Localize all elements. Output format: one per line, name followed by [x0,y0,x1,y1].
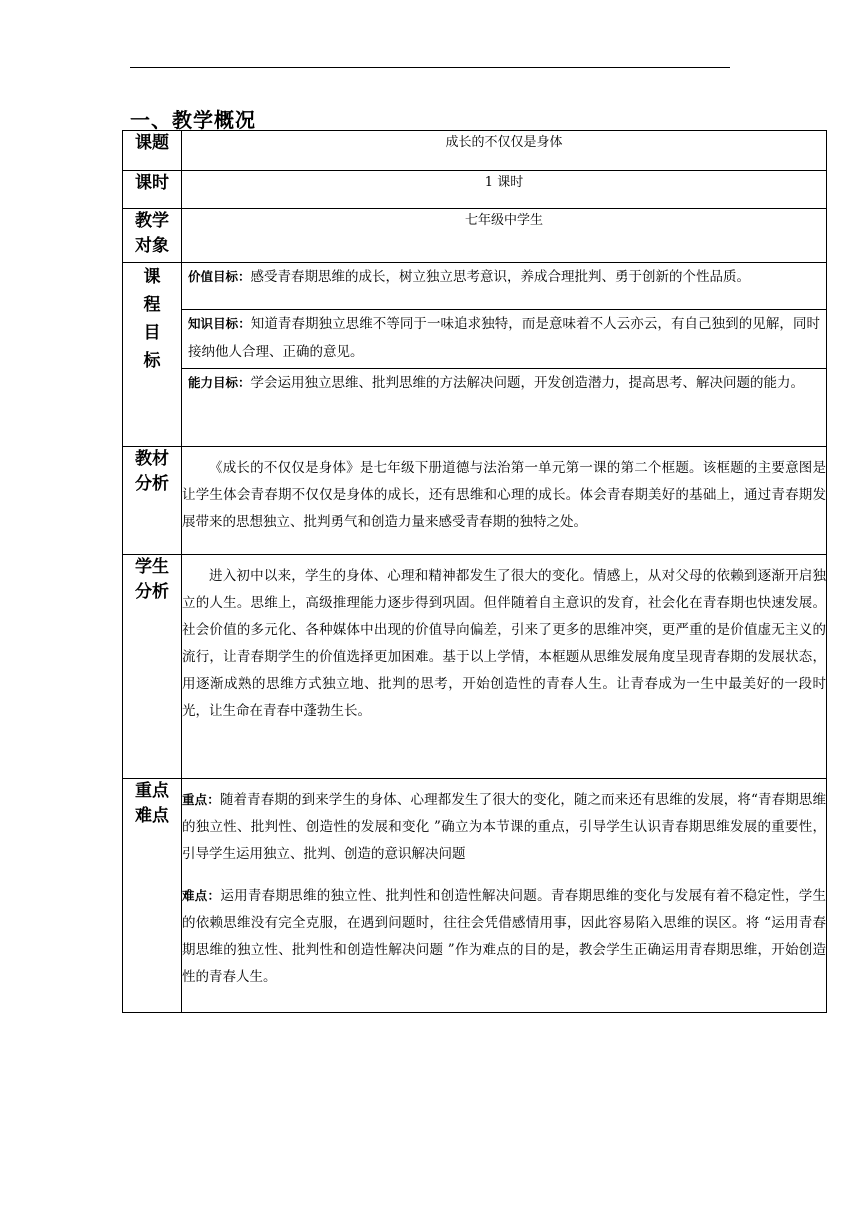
header-rule [130,67,730,68]
students-analysis: 进入初中以来，学生的身体、心理和精神都发生了很大的变化。情感上，从对父母的依赖到逐渐开启独立的人生。思维上，高级推理能力逐步得到巩固。但伴随着自主意识的发育，社会化在青春期也快速发展。社会价值的多元化、各种媒体中出现的价值导向偏差，引来了更多的思维冲突，更严重的是价值虚无主义的流行，让青春期学生的价值选择更加困难。基于以上学情，本框题从思维发展角度呈现青春期的发展状态，用逐渐成熟的思维方式独立地、批判的思考，开始创造性的青春人生。让青春成为一生中最美好的一段时光，让生命在青春中蓬勃生长。 [182,555,827,779]
materials-label: 教材分析 [123,447,182,555]
goals-cell [182,263,827,447]
hours-label: 课时 [123,171,182,209]
focus-point: 重点：随着青春期的到来学生的身体、心理都发生了很大的变化，随之而来还有思维的发展，将“青春期思维的独立性、批判性、创造性的发展和变化 ”确立为本节课的重点，引导学生认识青春期思维发展的重要性，引导学生运用独立、批判、创造的意识解决问题 [182,792,826,862]
difficulty-point: 难点：运用青春期思维的独立性、批判性和创造性解决问题。青春期思维的变化与发展有着不稳定性，学生的依赖思维没有完全克服，在遇到问题时，往往会凭借感情用事，因此容易陷入思维的误区。将 “运用青春期思维的独立性、批判性和创造性解决问题 ”作为难点的目的是，教会学生正确运用青春期思维，开始创造性的青春人生。 [182,888,826,985]
topic-label: 课题 [123,131,182,171]
audience-value: 七年级中学生 [182,209,827,263]
teaching-overview-table [122,130,827,1013]
hours-row [123,171,827,209]
materials-row [123,447,827,555]
goals-label: 课程目标 [123,263,182,447]
hours-value: 1 课时 [182,171,827,209]
audience-label: 教学对象 [123,209,182,263]
knowledge-goal: 知识目标：知道青春期独立思维不等同于一味追求独特，而是意味着不人云亦云，有自己独到的见解，同时接纳他人合理、正确的意见。 [182,310,826,369]
topic-value: 成长的不仅仅是身体 [182,131,827,171]
keypoints-cell [182,779,827,1013]
students-row [123,555,827,779]
goals-row [123,263,827,447]
ability-goal: 能力目标：学会运用独立思维、批判思维的方法解决问题，开发创造潜力，提高思考、解决问题的能力。 [188,375,805,391]
topic-row [123,131,827,171]
section-heading: 一、教学概况 [130,108,256,132]
audience-row [123,209,827,263]
keypoints-label: 重点难点 [123,779,182,1013]
students-label: 学生分析 [123,555,182,779]
value-goal: 价值目标：感受青春期思维的成长，树立独立思考意识，养成合理批判、勇于创新的个性品质。 [182,263,826,310]
materials-analysis: 《成长的不仅仅是身体》是七年级下册道德与法治第一单元第一课的第二个框题。该框题的主要意图是让学生体会青春期不仅仅是身体的成长，还有思维和心理的成长。体会青春期美好的基础上，通过青春期发展带来的思想独立、批判勇气和创造力量来感受青春期的独特之处。 [182,447,827,555]
keypoints-row [123,779,827,1013]
